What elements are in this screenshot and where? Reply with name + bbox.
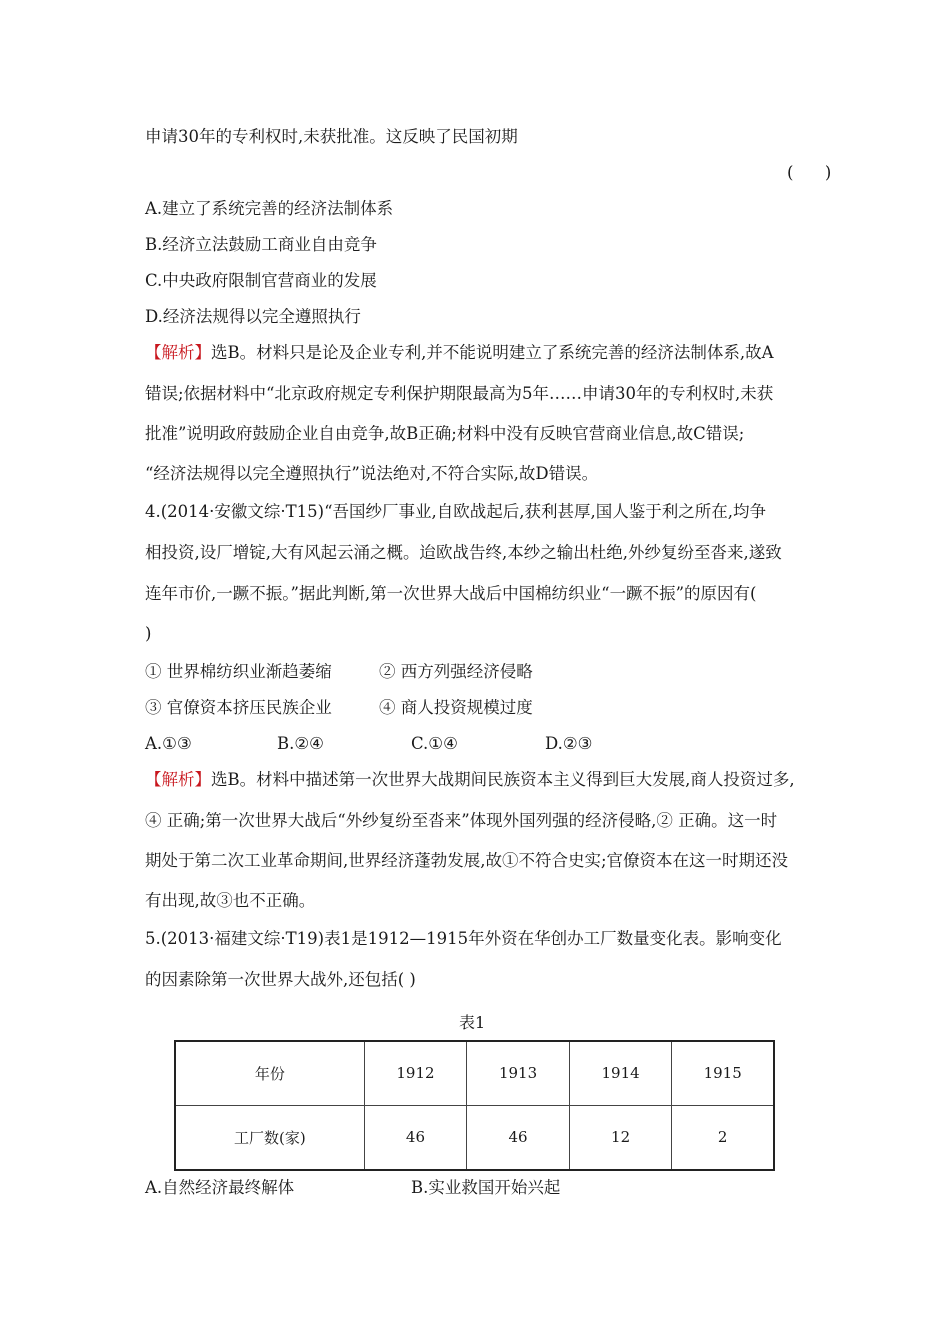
q4-item-2: ② 西方列强经济侵略 [379, 662, 533, 681]
table-header-cell: 1914 [569, 1041, 672, 1105]
q3-analysis-text-1: 选B。材料只是论及企业专利,并不能说明建立了系统完善的经济法制体系,故A [211, 343, 774, 362]
factory-count-table [174, 1040, 775, 1171]
table-header-cell: 年份 [175, 1041, 364, 1105]
q3-option-c: C.中央政府限制官营商业的发展 [145, 271, 377, 290]
q4-item-1: ① 世界棉纺织业渐趋萎缩 [145, 662, 332, 681]
q4-item-3: ③ 官僚资本挤压民族企业 [145, 698, 332, 717]
q4-stem-line-2: 相投资,设厂增锭,大有风起云涌之概。迨欧战告终,本纱之输出杜绝,外纱复纷至沓来,遂致 [145, 543, 782, 562]
q3-analysis-line-2: 错误;依据材料中“北京政府规定专利保护期限最高为5年……申请30年的专利权时,未获 [145, 384, 774, 403]
q4-analysis-tag: 【解析】 [145, 770, 211, 789]
q4-analysis-line-1 [145, 770, 795, 790]
q3-answer-bracket: ( ) [787, 163, 832, 182]
q3-analysis-tag: 【解析】 [145, 343, 211, 362]
q3-stem-tail: 申请30年的专利权时,未获批准。这反映了民国初期 [145, 127, 518, 146]
table-header-cell: 1913 [467, 1041, 570, 1105]
table-row [175, 1105, 774, 1170]
q3-option-d: D.经济法规得以完全遵照执行 [145, 307, 361, 326]
q4-item-4: ④ 商人投资规模过度 [379, 698, 533, 717]
q4-analysis-line-3: 期处于第二次工业革命期间,世界经济蓬勃发展,故①不符合史实;官僚资本在这一时期还没 [145, 851, 789, 870]
q3-analysis-line-4: “经济法规得以完全遵照执行”说法绝对,不符合实际,故D错误。 [145, 464, 599, 483]
table-cell: 工厂数(家) [175, 1105, 364, 1170]
table-header-cell: 1915 [672, 1041, 774, 1105]
q4-analysis-line-4: 有出现,故③也不正确。 [145, 891, 316, 910]
table-header-cell: 1912 [364, 1041, 467, 1105]
table-cell: 12 [569, 1105, 672, 1170]
q3-option-a: A.建立了系统完善的经济法制体系 [145, 199, 394, 218]
table-caption: 表1 [459, 1013, 486, 1032]
q4-stem-line-1: 4.(2014·安徽文综·T15)“吾国纱厂事业,自欧战起后,获利甚厚,国人鉴于利之所在,均争 [145, 502, 767, 521]
q5-option-a: A.自然经济最终解体 [145, 1178, 295, 1197]
table-cell: 46 [467, 1105, 570, 1170]
q5-stem-line-2: 的因素除第一次世界大战外,还包括( ) [145, 970, 416, 989]
q3-option-b: B.经济立法鼓励工商业自由竞争 [145, 235, 377, 254]
table-cell: 2 [672, 1105, 774, 1170]
q5-stem-line-1: 5.(2013·福建文综·T19)表1是1912—1915年外资在华创办工厂数量变化表。影响变化 [145, 929, 782, 948]
q5-option-b: B.实业救国开始兴起 [411, 1178, 561, 1197]
q4-stem-line-4: ) [145, 624, 152, 643]
q4-option-b: B.②④ [277, 734, 324, 753]
q4-stem-line-3: 连年市价,一蹶不振。”据此判断,第一次世界大战后中国棉纺织业“一蹶不振”的原因有( [145, 584, 757, 603]
q4-analysis-text-1: 选B。材料中描述第一次世界大战期间民族资本主义得到巨大发展,商人投资过多, [211, 770, 795, 789]
q3-analysis-line-1 [145, 343, 774, 363]
table-cell: 46 [364, 1105, 467, 1170]
q3-analysis-line-3: 批准”说明政府鼓励企业自由竞争,故B正确;材料中没有反映官营商业信息,故C错误; [145, 424, 745, 443]
q4-option-c: C.①④ [411, 734, 458, 753]
q4-option-a: A.①③ [145, 734, 192, 753]
q4-analysis-line-2: ④ 正确;第一次世界大战后“外纱复纷至沓来”体现外国列强的经济侵略,② 正确。这一时 [145, 811, 778, 830]
table-header-row [175, 1041, 774, 1105]
q4-option-d: D.②③ [545, 734, 593, 753]
